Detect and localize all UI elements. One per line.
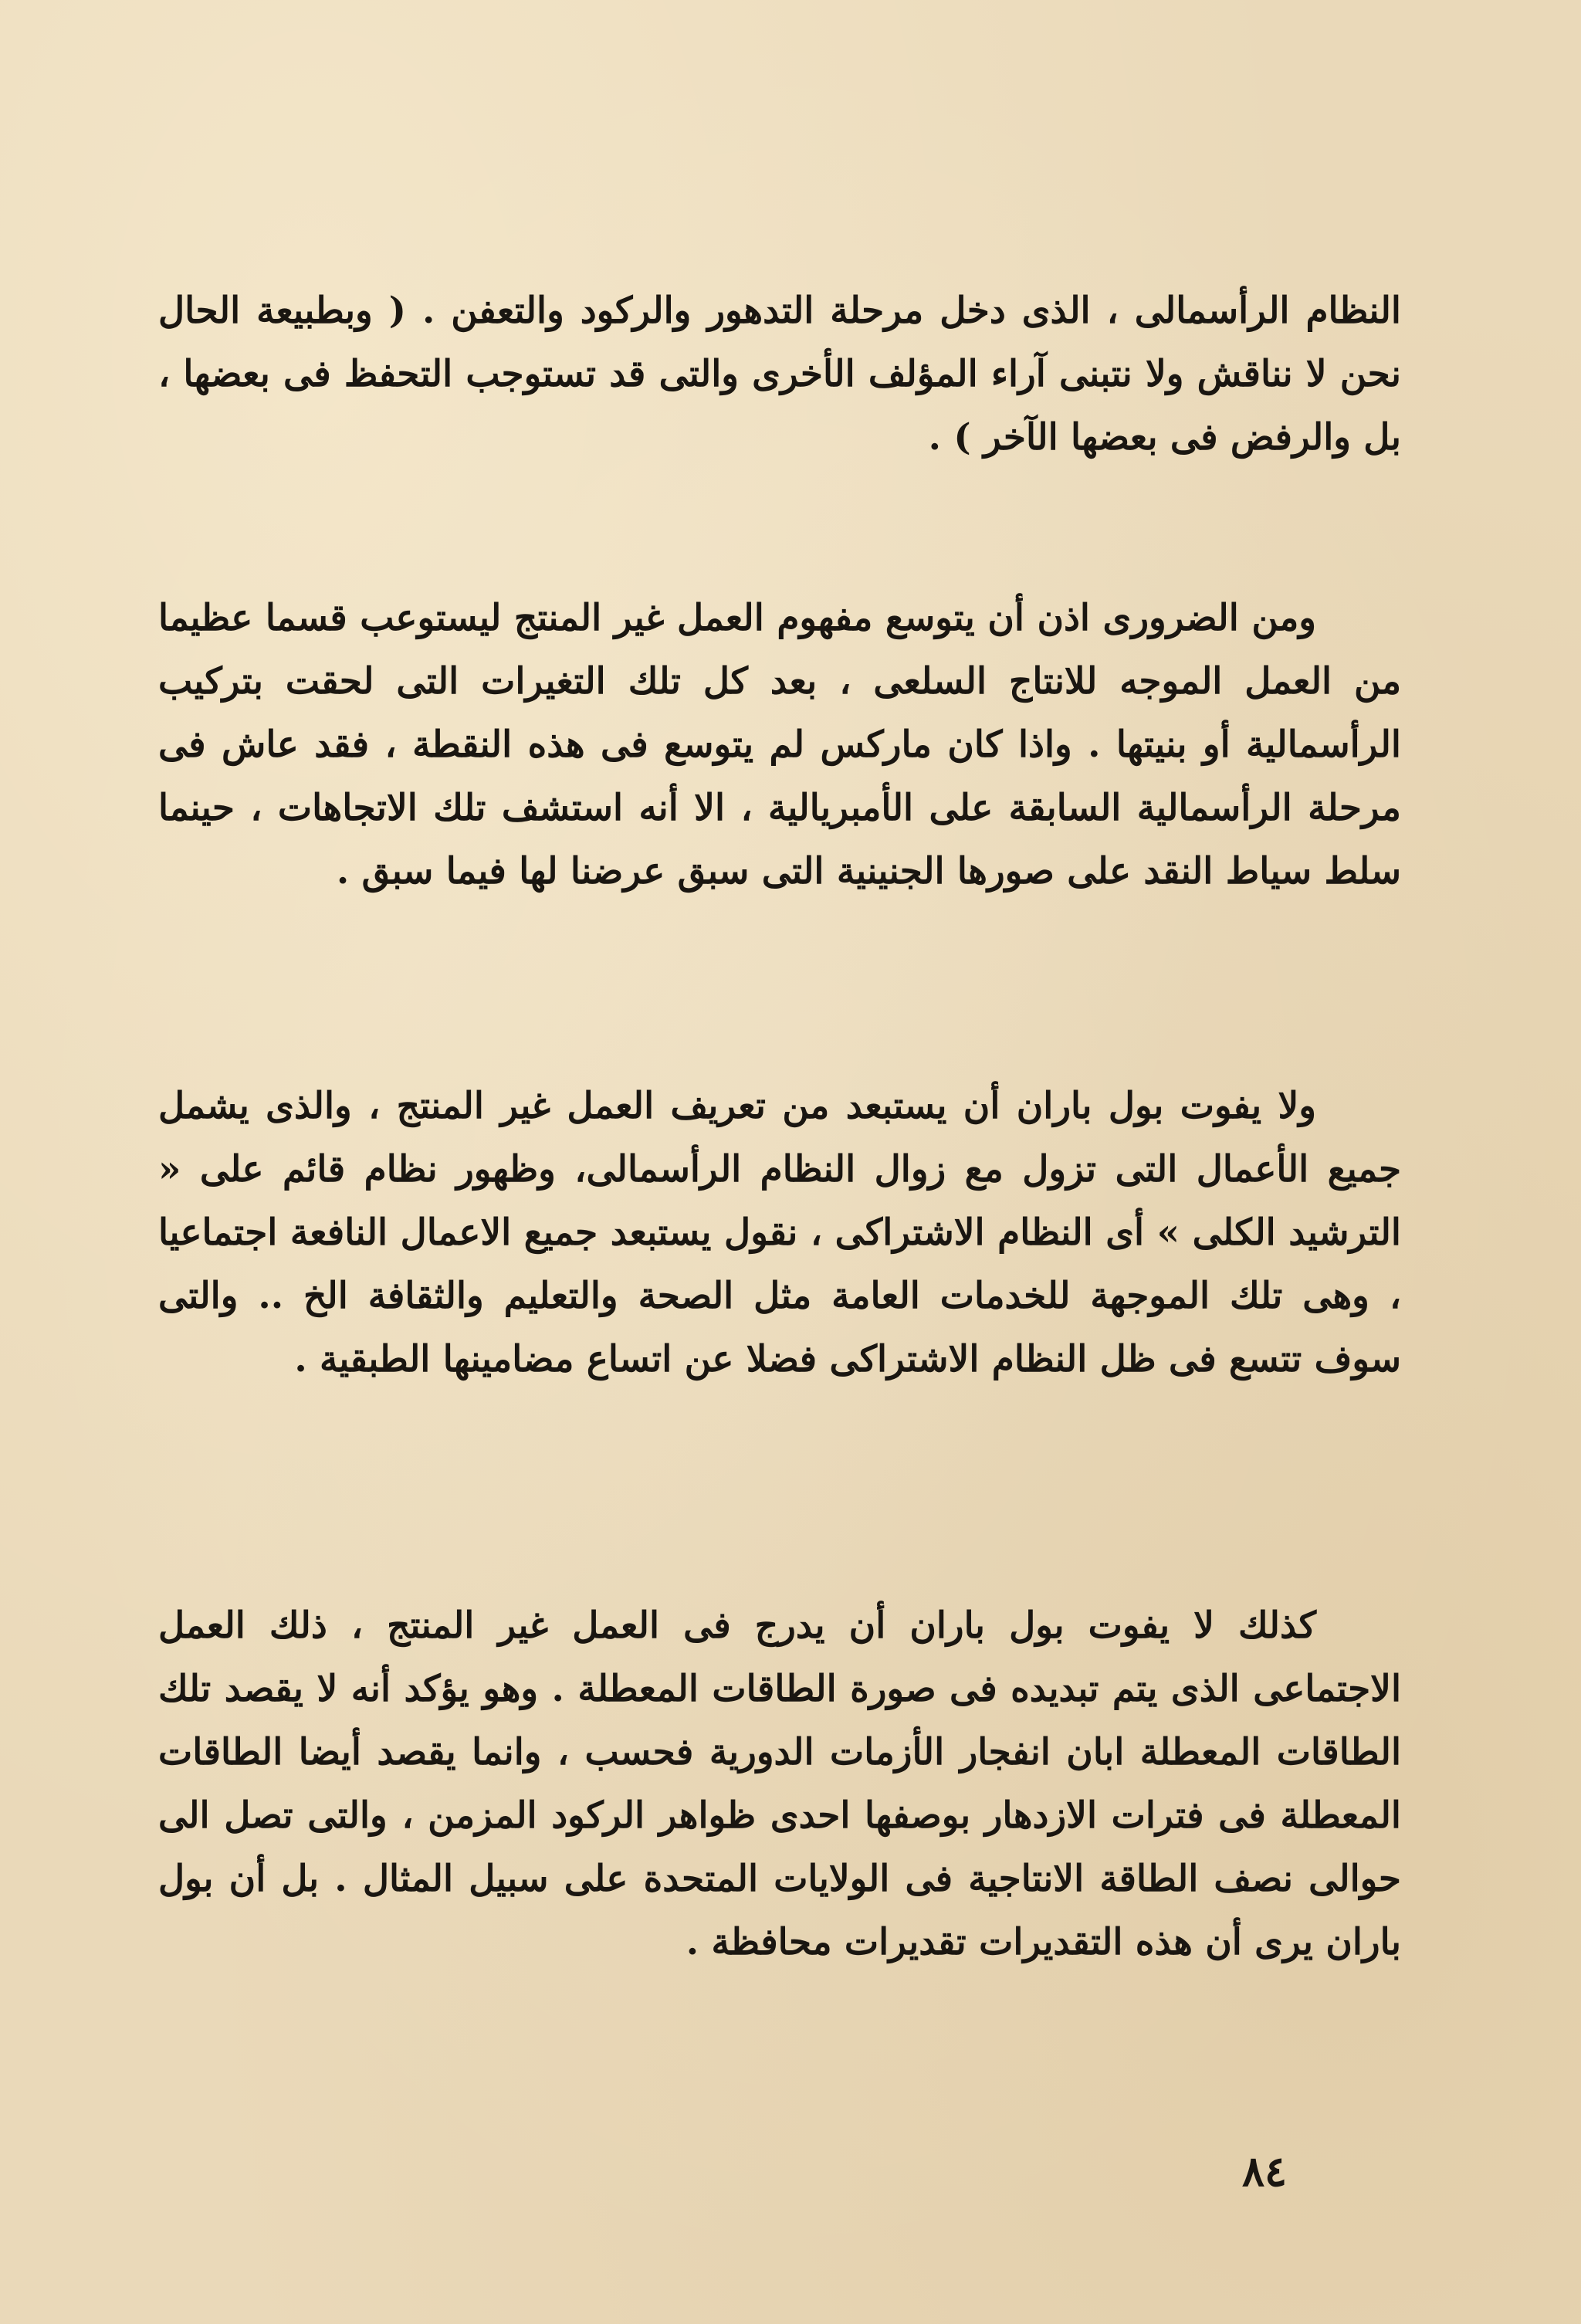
- bold-term: الترشيد الكلى: [1192, 1211, 1401, 1254]
- paragraph-text: [158, 1075, 1401, 1391]
- paragraph-text: كذلك لا يفوت بول باران أن يدرج فى العمل غير المنتج ، ذلك العمل الاجتماعى الذى يتم تبديده فى صورة الطاقات المعطلة . وهو يؤكد أنه لا يقصد تلك الطاقات المعطلة ابان انفجار الأزمات الدورية فحسب ، وانما يقصد أيضا الطاقات المعطلة فى فترات الازدهار بوصفها احدى ظواهر الركود المزمن ، والتى تصل الى حوالى نصف الطاقة الانتاجية فى الولايات المتحدة على سبيل المثال . بل أن بول باران يرى أن هذه التقديرات تقديرات محافظة .: [158, 1604, 1401, 1963]
- page-number: ٨٤: [1241, 2146, 1287, 2196]
- paragraph-unproductive-labor: [158, 587, 1401, 903]
- paragraph-text: النظام الرأسمالى ، الذى دخل مرحلة التدهور والركود والتعفن . ( وبطبيعة الحال نحن لا نناقش ولا نتبنى آراء المؤلف الأخرى والتى قد تستوجب التحفظ فى بعضها ، بل والرفض فى بعضها الآخر ) .: [158, 290, 1401, 459]
- paragraph-continued-intro: [158, 279, 1401, 469]
- paragraph-text: ومن الضرورى اذن أن يتوسع مفهوم العمل غير المنتج ليستوعب قسما عظيما من العمل الموجه للانتاج السلعى ، بعد كل تلك التغيرات التى لحقت بتركيب الرأسمالية أو بنيتها . واذا كان ماركس لم يتوسع فى هذه النقطة ، فقد عاش فى مرحلة الرأسمالية السابقة على الأمبريالية ، الا أنه استشف تلك الاتجاهات ، حينما سلط سياط النقد على صورها الجنينية التى سبق عرضنا لها فيما سبق .: [158, 597, 1401, 893]
- paragraph-idle-capacity: [158, 1594, 1401, 1974]
- paragraph-text-before: ولا يفوت بول باران أن يستبعد من تعريف العمل غير المنتج ، والذى يشمل جميع الأعمال التى تزول مع زوال النظام الرأسمالى، وظهور نظام قائم على «: [158, 1085, 1401, 1191]
- paragraph-text-after: » أى النظام الاشتراكى ، نقول يستبعد جميع الاعمال النافعة اجتماعيا ، وهى تلك الموجهة للخدمات العامة مثل الصحة والتعليم والثقافة الخ .. والتى سوف تتسع فى ظل النظام الاشتراكى فضلا عن اتساع مضامينها الطبقية .: [158, 1211, 1401, 1381]
- paragraph-baran-definition: [158, 1075, 1401, 1391]
